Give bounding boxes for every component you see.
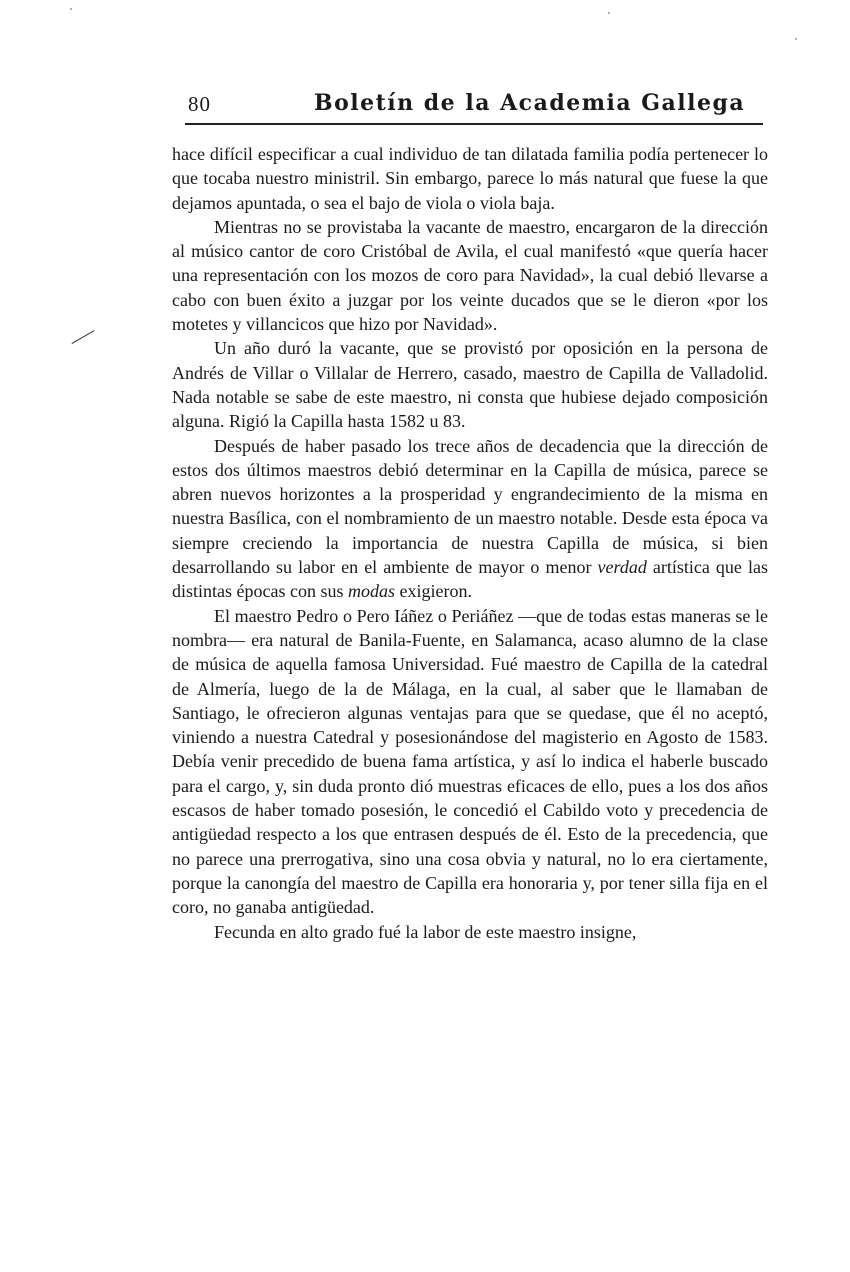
paragraph: Un año duró la vacante, que se provistó por oposición en la persona de Andrés de Villar o Villalar de Herrero, casado, maestro de Capilla de Valladolid. Nada notable se sabe de este maestro, ni consta que hubiese dejado composición alguna. Rigió la Capilla hasta 1582 u 83. [172, 338, 768, 432]
running-title: Boletín de la Academia Gallega [314, 90, 746, 116]
paragraph-text: Después de haber pasado los trece años de decadencia que la dirección de estos dos últimos maestros debió determinar en la Capilla de música, parece se abren nuevos horizontes a la prosperidad y engrandecimiento de la misma en nuestra Basílica, con el nombramiento de un maestro notable. Desde esta época va siempre creciendo la importancia de nuestra Capilla de música, si bien desarrollando su labor en el ambiente de mayor o menor [172, 435, 768, 578]
paper-speck [608, 12, 610, 14]
paragraph: hace difícil especificar a cual individuo de tan dilatada familia podía pertenecer lo que tocaba nuestro ministril. Sin embargo, parece lo más natural que fuese la que dejamos apuntada, o sea el bajo de viola o viola baja. [172, 144, 768, 213]
paragraph [172, 434, 768, 604]
page-number: 80 [188, 92, 211, 116]
margin-pencil-mark [72, 330, 96, 345]
paragraph: Fecunda en alto grado fué la labor de este maestro insigne, [214, 921, 637, 942]
paragraph: El maestro Pedro o Pero Iáñez o Periáñez —que de todas estas maneras se le nombra— era natural de Banila-Fuente, en Salamanca, acaso alumno de la clase de música de aquella famosa Universidad. Fué maestro de Capilla de la catedral de Almería, luego de la de Málaga, en la cual, al saber que le llamaban de Santiago, le ofrecieron algunas ventajas para que se quedase, que él no aceptó, viniendo a nuestra Catedral y posesionándose del magisterio en Agosto de 1583. Debía venir precedido de buena fama artística, y así lo indica el haberle buscado para el cargo, y, sin duda pronto dió muestras eficaces de ello, pues a los dos años escasos de haber tomado posesión, le concedió el Cabildo voto y precedencia de antigüedad respecto a los que entrasen después de él. Esto de la precedencia, que no parece una prerrogativa, sino una cosa obvia y natural, no lo era ciertamente, porque la canongía del maestro de Capilla era honoraria y, por tener silla fija en el coro, no ganaba antigüedad. [172, 605, 768, 918]
body-text [172, 142, 768, 944]
paper-speck [70, 8, 72, 10]
header-rule [185, 123, 763, 125]
paragraph-text: exigieron. [395, 581, 472, 602]
paragraph: Mientras no se provistaba la vacante de maestro, encargaron de la dirección al músico cantor de coro Cristóbal de Avila, el cual manifestó «que quería hacer una representación con los mozos de coro para Navidad», la cual debió llevarse a cabo con buen éxito a juzgar por los veinte ducados que se le dieron «por los motetes y villancicos que hizo por Navidad». [172, 216, 768, 335]
emphasis-modas: modas [347, 581, 395, 602]
emphasis-verdad: verdad [597, 557, 647, 578]
paper-speck [795, 38, 797, 40]
paragraph-text: artística que las distintas épocas con sus [172, 557, 768, 602]
